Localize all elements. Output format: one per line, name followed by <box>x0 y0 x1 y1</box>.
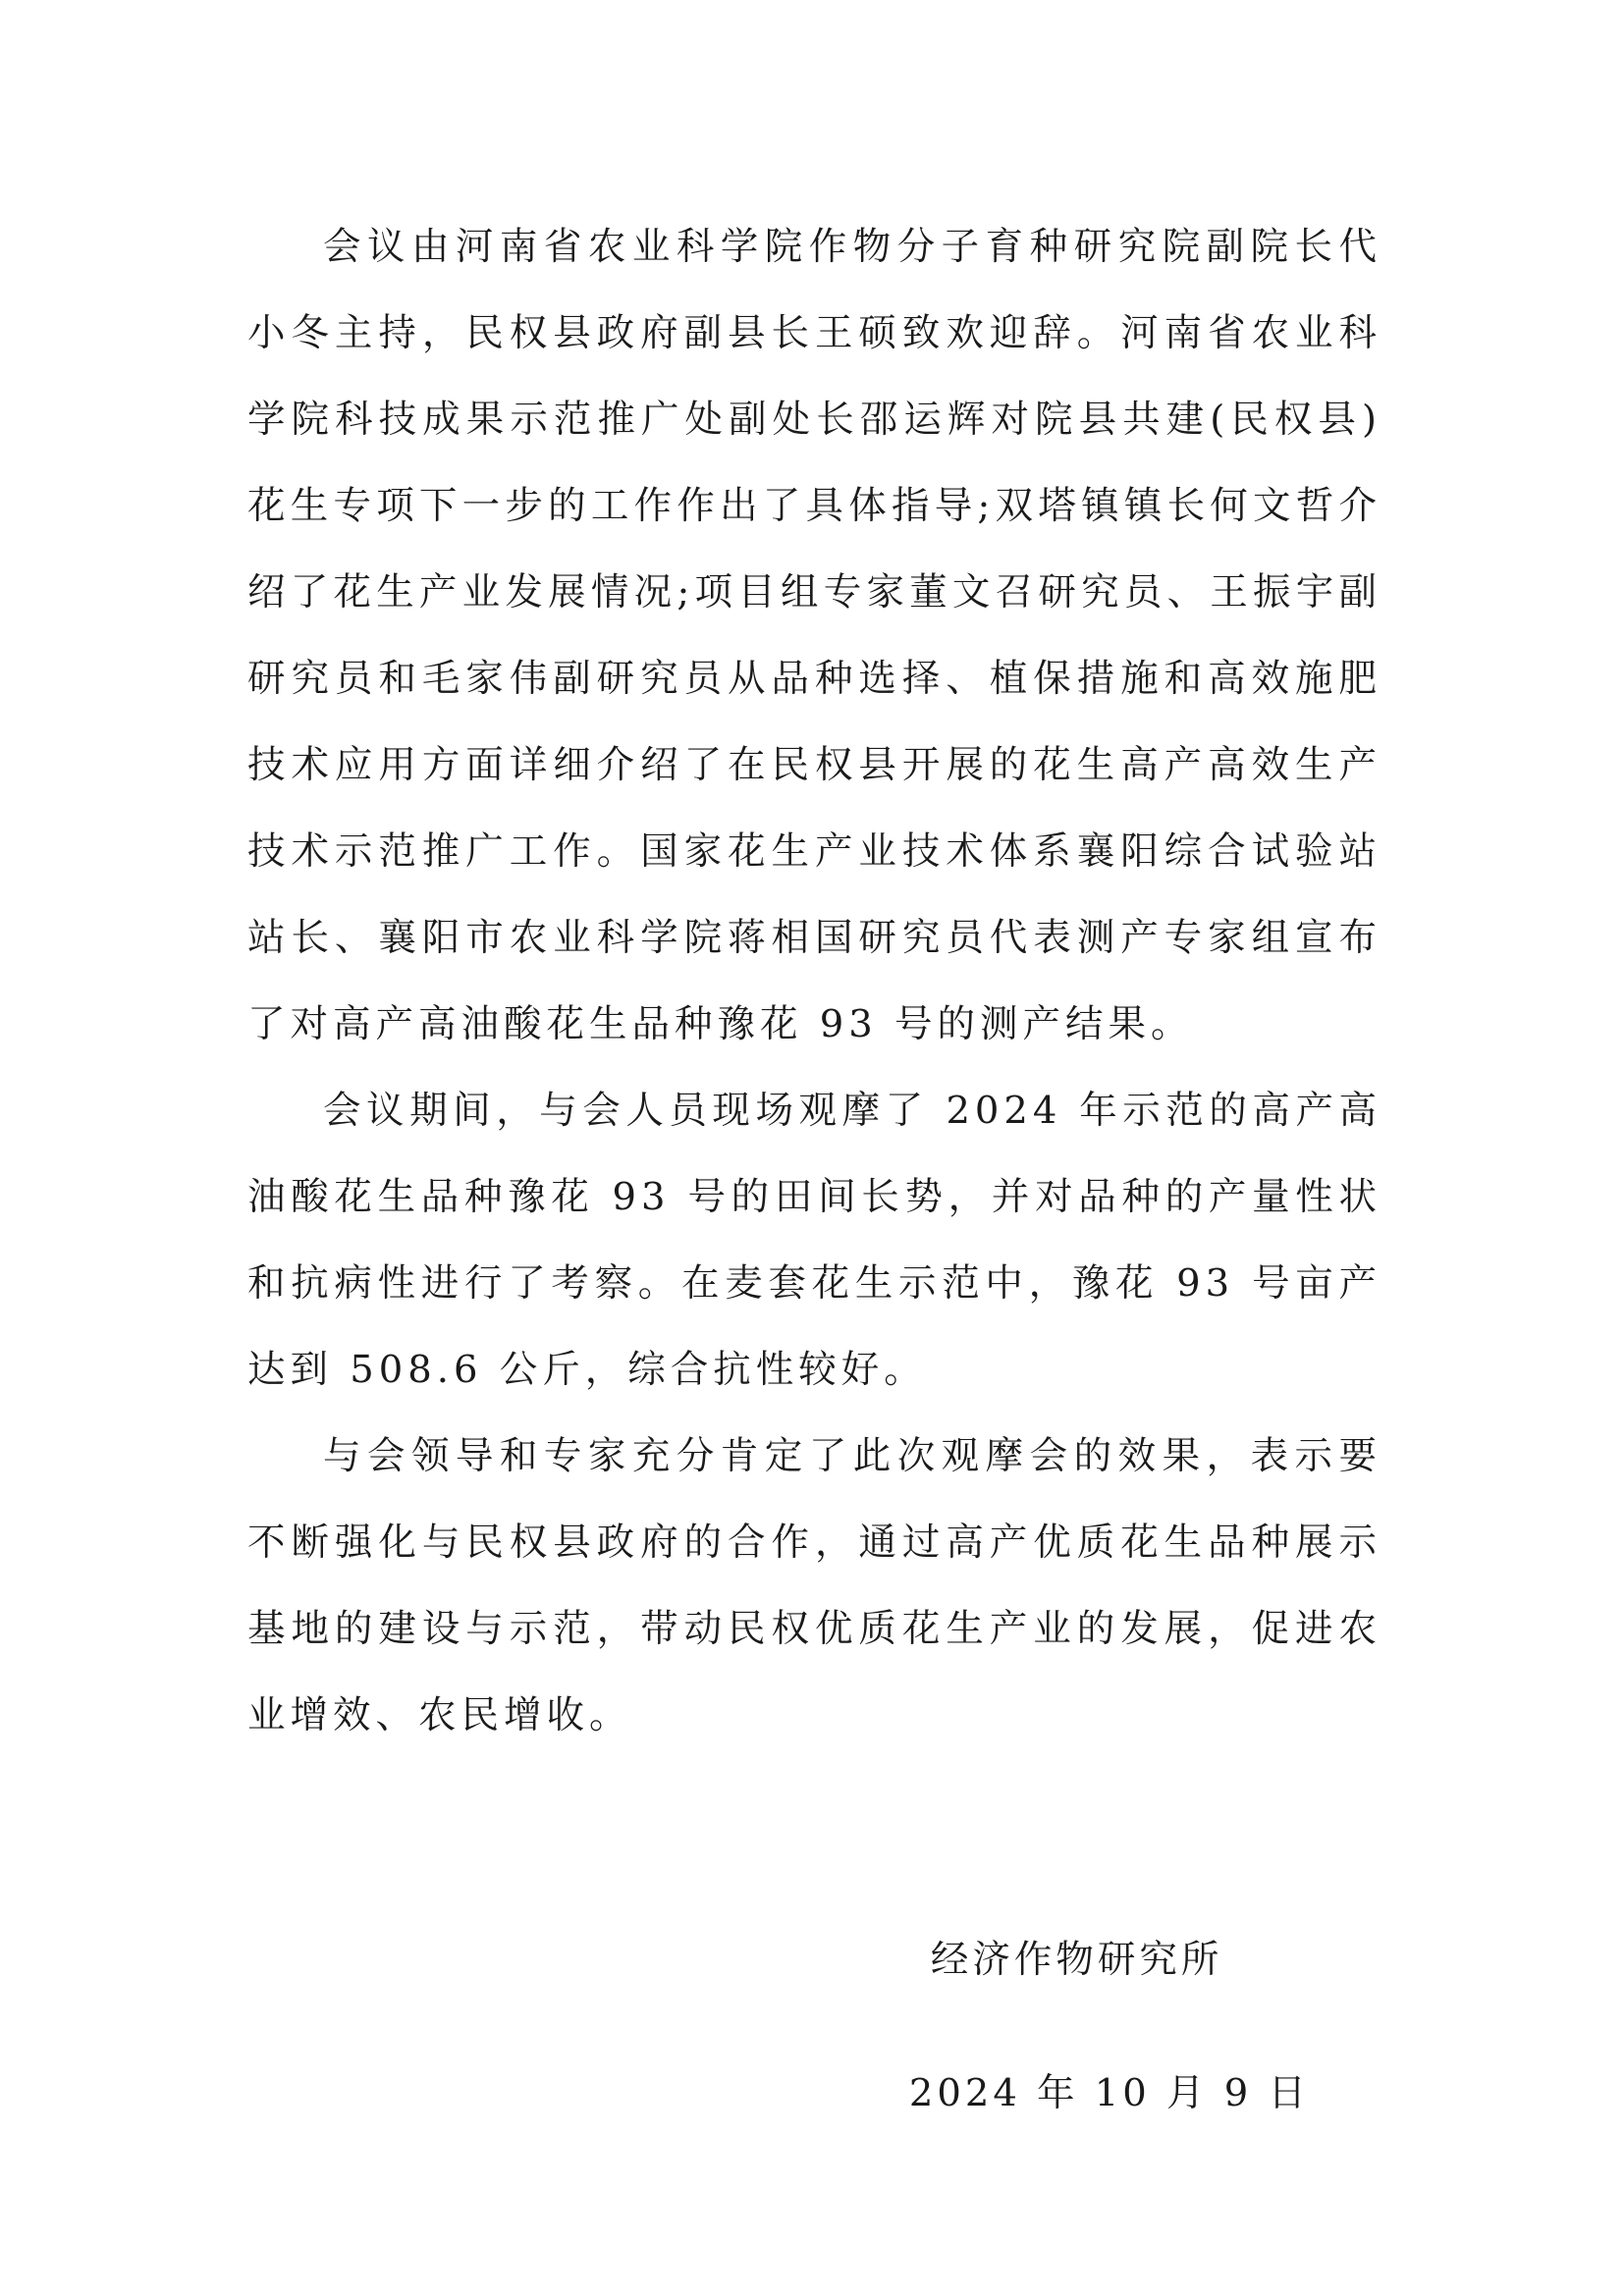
signature-block <box>909 1939 1310 2115</box>
paragraph-conclusion: 与会领导和专家充分肯定了此次观摩会的效果，表示要不断强化与民权县政府的合作，通过高产优质花生品种展示基地的建设与示范，带动民权优质花生产业的发展，促进农业增效、农民增收。 <box>247 1434 1381 1737</box>
signature-date: 2024 年 10 月 9 日 <box>908 2071 1310 2115</box>
paragraph-meeting-summary: 会议由河南省农业科学院作物分子育种研究院副院长代小冬主持，民权县政府副县长王硕致欢迎辞。河南省农业科学院科技成果示范推广处副处长邵运辉对院县共建(民权县)花生专项下一步的工作作出了具体指导;双塔镇镇长何文哲介绍了花生产业发展情况;项目组专家董文召研究员、王振宇副研究员和毛家伟副研究员从品种选择、植保措施和高效施肥技术应用方面详细介绍了在民权县开展的花生高产高效生产技术示范推广工作。国家花生产业技术体系襄阳综合试验站站长、襄阳市农业科学院蒋相国研究员代表测产专家组宣布了对高产高油酸花生品种豫花 93 号的测产结果。 <box>247 225 1381 1046</box>
signature-organization: 经济作物研究所 <box>930 1938 1223 1982</box>
paragraph-field-observation: 会议期间，与会人员现场观摩了 2024 年示范的高产高油酸花生品种豫花 93 号的田间长势，并对品种的产量性状和抗病性进行了考察。在麦套花生示范中，豫花 93 号亩产达到 508.6 公斤，综合抗性较好。 <box>247 1089 1381 1392</box>
document-body <box>247 204 1381 1759</box>
